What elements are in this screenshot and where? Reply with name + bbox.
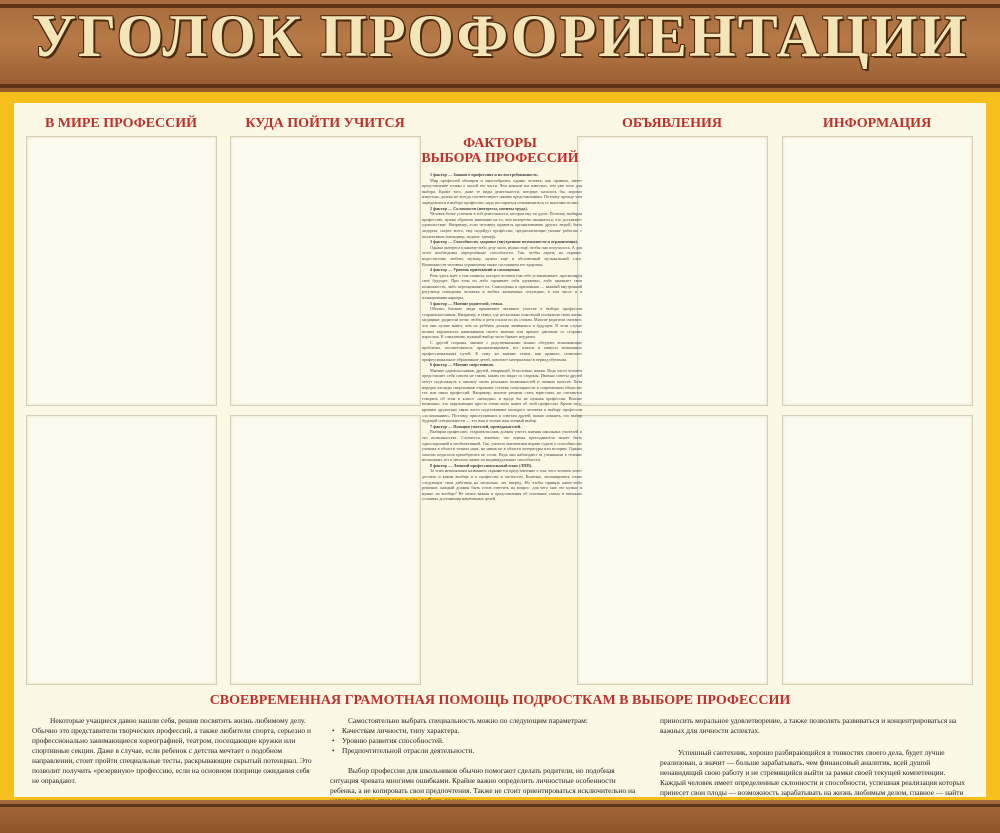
middle-intro: Самостоятельно выбрать специальность можно по следующим параметрам: — [348, 716, 588, 725]
text-column-right — [660, 716, 970, 808]
text-column-left — [32, 716, 312, 786]
pocket-info-bottom — [782, 415, 973, 685]
header-band — [0, 0, 1000, 92]
factor-paragraph: Обычно близкие люди принимают активное участие в выборе профессии старшеклассником. Например, в семье, где нескольких поколений посвятили свою жизнь медицине, родители хотят, чтобы и дети пошли по их стопам. Многие родители считают, что они лучше знают, чем их ребёнок должен заниматься в будущем. В этом случае велика вероятность навязывания своего мнения или прямое давление со стороны взрослых. К сожалению, нужный выбор часто бывает неудачен. — [422, 306, 582, 340]
factors-title-line1: ФАКТОРЫ — [463, 136, 537, 151]
factor-paragraph: Однако интереса к какому-либо делу мало, нужно ещё, чтобы оно получалось. А для этого необходимы определённые способности. Так, чтобы играть на скрипке, недостаточно любить музыку, нужен ещё и абсолютный музыкальный слух. Возможности человека ограничены также состоянием его здоровья. — [422, 244, 582, 267]
list-item: • Качествам личности, типу характера. — [330, 726, 638, 736]
factor-paragraph: 1 фактор — Знания о профессиях и их востребованность. — [430, 172, 539, 177]
list-item: • Уровню развития способностей. — [330, 736, 638, 746]
right-paragraph-1: приносить моральное удовлетворение, а также позволять развиваться и концентрироваться на важных для личности аспектах. — [660, 716, 957, 735]
middle-outro: Выбор профессии для школьников обычно помогают сделать родители, но подобная ситуация чревата многими ошибками. Крайне важно определить личностные особенности ребенка, а не копировать свои предпочтения. Также не стоит ориентироваться исключительно на — [330, 766, 636, 795]
header-stripe-bottom — [0, 84, 1000, 88]
factor-paragraph: Мнение одноклассников, друзей, товарищей, безусловно, важно. Ведь часто человек представляет себя совсем не таким, каким его видят со стороны. Именно советы друзей могут подтолкнуть к анализу своих реальных возможностей и личных качеств. Хотя нередко взгляды сверстников отражают степень популярности в современном обществе тех или иных профессий. Например, многие решили стать юристами, но считаются говорить об этом в классе «немодно» и вроде бы не нужная профессия. Вполне возможно, что окружающие просто очень мало знают об этой профессии. Кроме того, крепкие дружеские связи часто подталкивают молодого человека к выбору профессии «за компанию». Поэтому, прислушиваясь к советам друзей, важно помнить, что выбор будущей специальности — это ваш и только ваш личный выбор. — [422, 367, 582, 424]
factor-paragraph: Человек более успешен в той деятельности, которая ему по душе. Поэтому, выбирая профессию, нужно обратить внимание на то, чем интересно заниматься, что доставляет удовольствие. Например, если человеку нравится организовывать других людей, быть лидером, скорее всего, ему подойдут профессии, предполагающие умение работать с коллективом (менеджер, педагог, тренер). — [422, 211, 582, 239]
pocket-study-top — [230, 136, 421, 406]
factor-paragraph: 3 фактор — Способности, здоровье (внутренние возможности и ограничения). — [430, 239, 578, 245]
list-item: • Предпочтительной отрасли деятельности. — [330, 746, 638, 756]
factor-paragraph: За этим непонятным названием скрывается представление о том, чего человек хочет достичь и каким вообще и в профессии в частности. Конечно, запланировать точно следующие свои действия на несколько лет вперёд. Но чтобы принять какое-либо решение, каждый должен быть готов ответить на вопрос: для чего мне это нужно и нужно ли вообще? Не менее важны и представления об основных этапах и внешних условиях достижения намеченных целей. — [422, 468, 582, 502]
left-paragraph: Некоторые учащиеся давно нашли себя, решив посвятить жизнь любимому делу. Обычно это представители творческих профессий, а также любители спорта, серьезно и профессионально занимающиеся хореографией, театром, посещающие кружки или спортивные секции. Даже в случае, если ребенок с детства мечтает о подобном направлении, стоит пройти специальные тесты, раскрывающие скрытый потенциал. Это позволит получить «резервную» профессию, если на основном поприще ожидания себя не оправдают. — [32, 716, 312, 785]
footer-stripe — [0, 804, 1000, 807]
pocket-ads-top — [577, 136, 768, 406]
factor-paragraph: 6 фактор — Мнение сверстников. — [430, 362, 494, 368]
factor-paragraph: 4 фактор — Уровень притязаний и самооценка. — [430, 267, 521, 273]
heading-announcements: ОБЪЯВЛЕНИЯ — [621, 116, 723, 131]
heading-world-of-professions: В МИРЕ ПРОФЕССИЙ — [44, 116, 198, 131]
factor-paragraph: Выбирая профессию, старшеклассник должен учесть мнения школьных учителей и его возможностях. Случается, конечно, что оценка преподавателя может быть односторонней и необъективной. Так, учитель математики вправе судить о способностях ученика в области точных наук, но никак не в области литературы или истории. Однако опытом педагогов пренебрегать не стоит. Ведь они наблюдают за учениками в течение нескольких лет и неплохо знают их индивидуальные способности. — [422, 429, 582, 463]
board-title: УГОЛОК ПРОФОРИЕНТАЦИИ — [32, 3, 968, 69]
factors-text — [422, 172, 582, 674]
factor-paragraph: 5 фактор — Мнение родителей, семьи. — [430, 300, 503, 306]
footer-band — [0, 800, 1000, 833]
factor-paragraph: 7 фактор — Позиция учителей, преподавателей. — [430, 423, 522, 429]
factor-paragraph: Мир профессий обширен и многообразен, однако человек, как правило, имеет представление только о малой его части. Чем меньше им известно, тем уже поле для выбора. Кроме того, даже те виды деятельности, которые, казалось бы, хорошо известны, далеко не всегда соответствуют нашим представлениям. Поэтому прежде чем определиться в выборе профессии, надо постараться познакомиться со многими из них. — [422, 177, 582, 205]
factor-paragraph: Речь здесь идёт о том главном, которое человек сам себе устанавливает, прогнозируя своё будущее. При этом он либо оценивает себя адекватно, либо занижает свои возможности, либо переоценивает их. Самооценка и притязания — важный внутренний регулятор поведения человека в любых жизненных ситуациях, в том числе и в планировании карьеры. — [422, 272, 582, 301]
pocket-world-top — [26, 136, 217, 406]
pocket-ads-bottom — [577, 415, 768, 685]
text-column-middle — [330, 716, 638, 806]
pocket-info-top — [782, 136, 973, 406]
middle-list — [330, 726, 638, 756]
factors-title — [412, 136, 588, 166]
factor-paragraph: С другой стороны, мнение с родственниками можно обсудить возникающие проблемы, посоветоваться, проанализировать все плюсы и минусы возможных профессиональных путей. К тому же мнение семьи, как правило, позволяет профессиональное образование детей, помогает материально в период обучения. — [422, 339, 582, 362]
factor-paragraph: 2 фактор — Склонности (интересы, мотивы труда). — [430, 205, 528, 211]
right-paragraph-2: Успешный сантехник, хорошо разбирающийся в тонкостях своего дела, будет лучше реализован, а значит — больше зарабатывать, чем финансовый аналитик, всей душой ненавидящий свою работу и не стремящийся выйти за рамки своей текущей компетенции. Каждый человек имеет определенные склонности и способности, успешная реализация которых принесет свои плоды — возможность зарабатывать на жизнь любимым делом, главное — найти — [660, 748, 965, 797]
pocket-study-bottom — [230, 415, 421, 685]
slogan-heading: СВОЕВРЕМЕННАЯ ГРАМОТНАЯ ПОМОЩЬ ПОДРОСТКАМ В ВЫБОРЕ ПРОФЕССИИ — [209, 693, 791, 708]
factors-title-line2: ВЫБОРА ПРОФЕССИЙ — [421, 151, 579, 166]
pocket-world-bottom — [26, 415, 217, 685]
heading-information: ИНФОРМАЦИЯ — [822, 116, 932, 131]
heading-where-to-study: КУДА ПОЙТИ УЧИТСЯ — [245, 116, 405, 131]
factor-paragraph: 8 фактор — Личный профессиональный план (ЛПП). — [430, 462, 533, 468]
